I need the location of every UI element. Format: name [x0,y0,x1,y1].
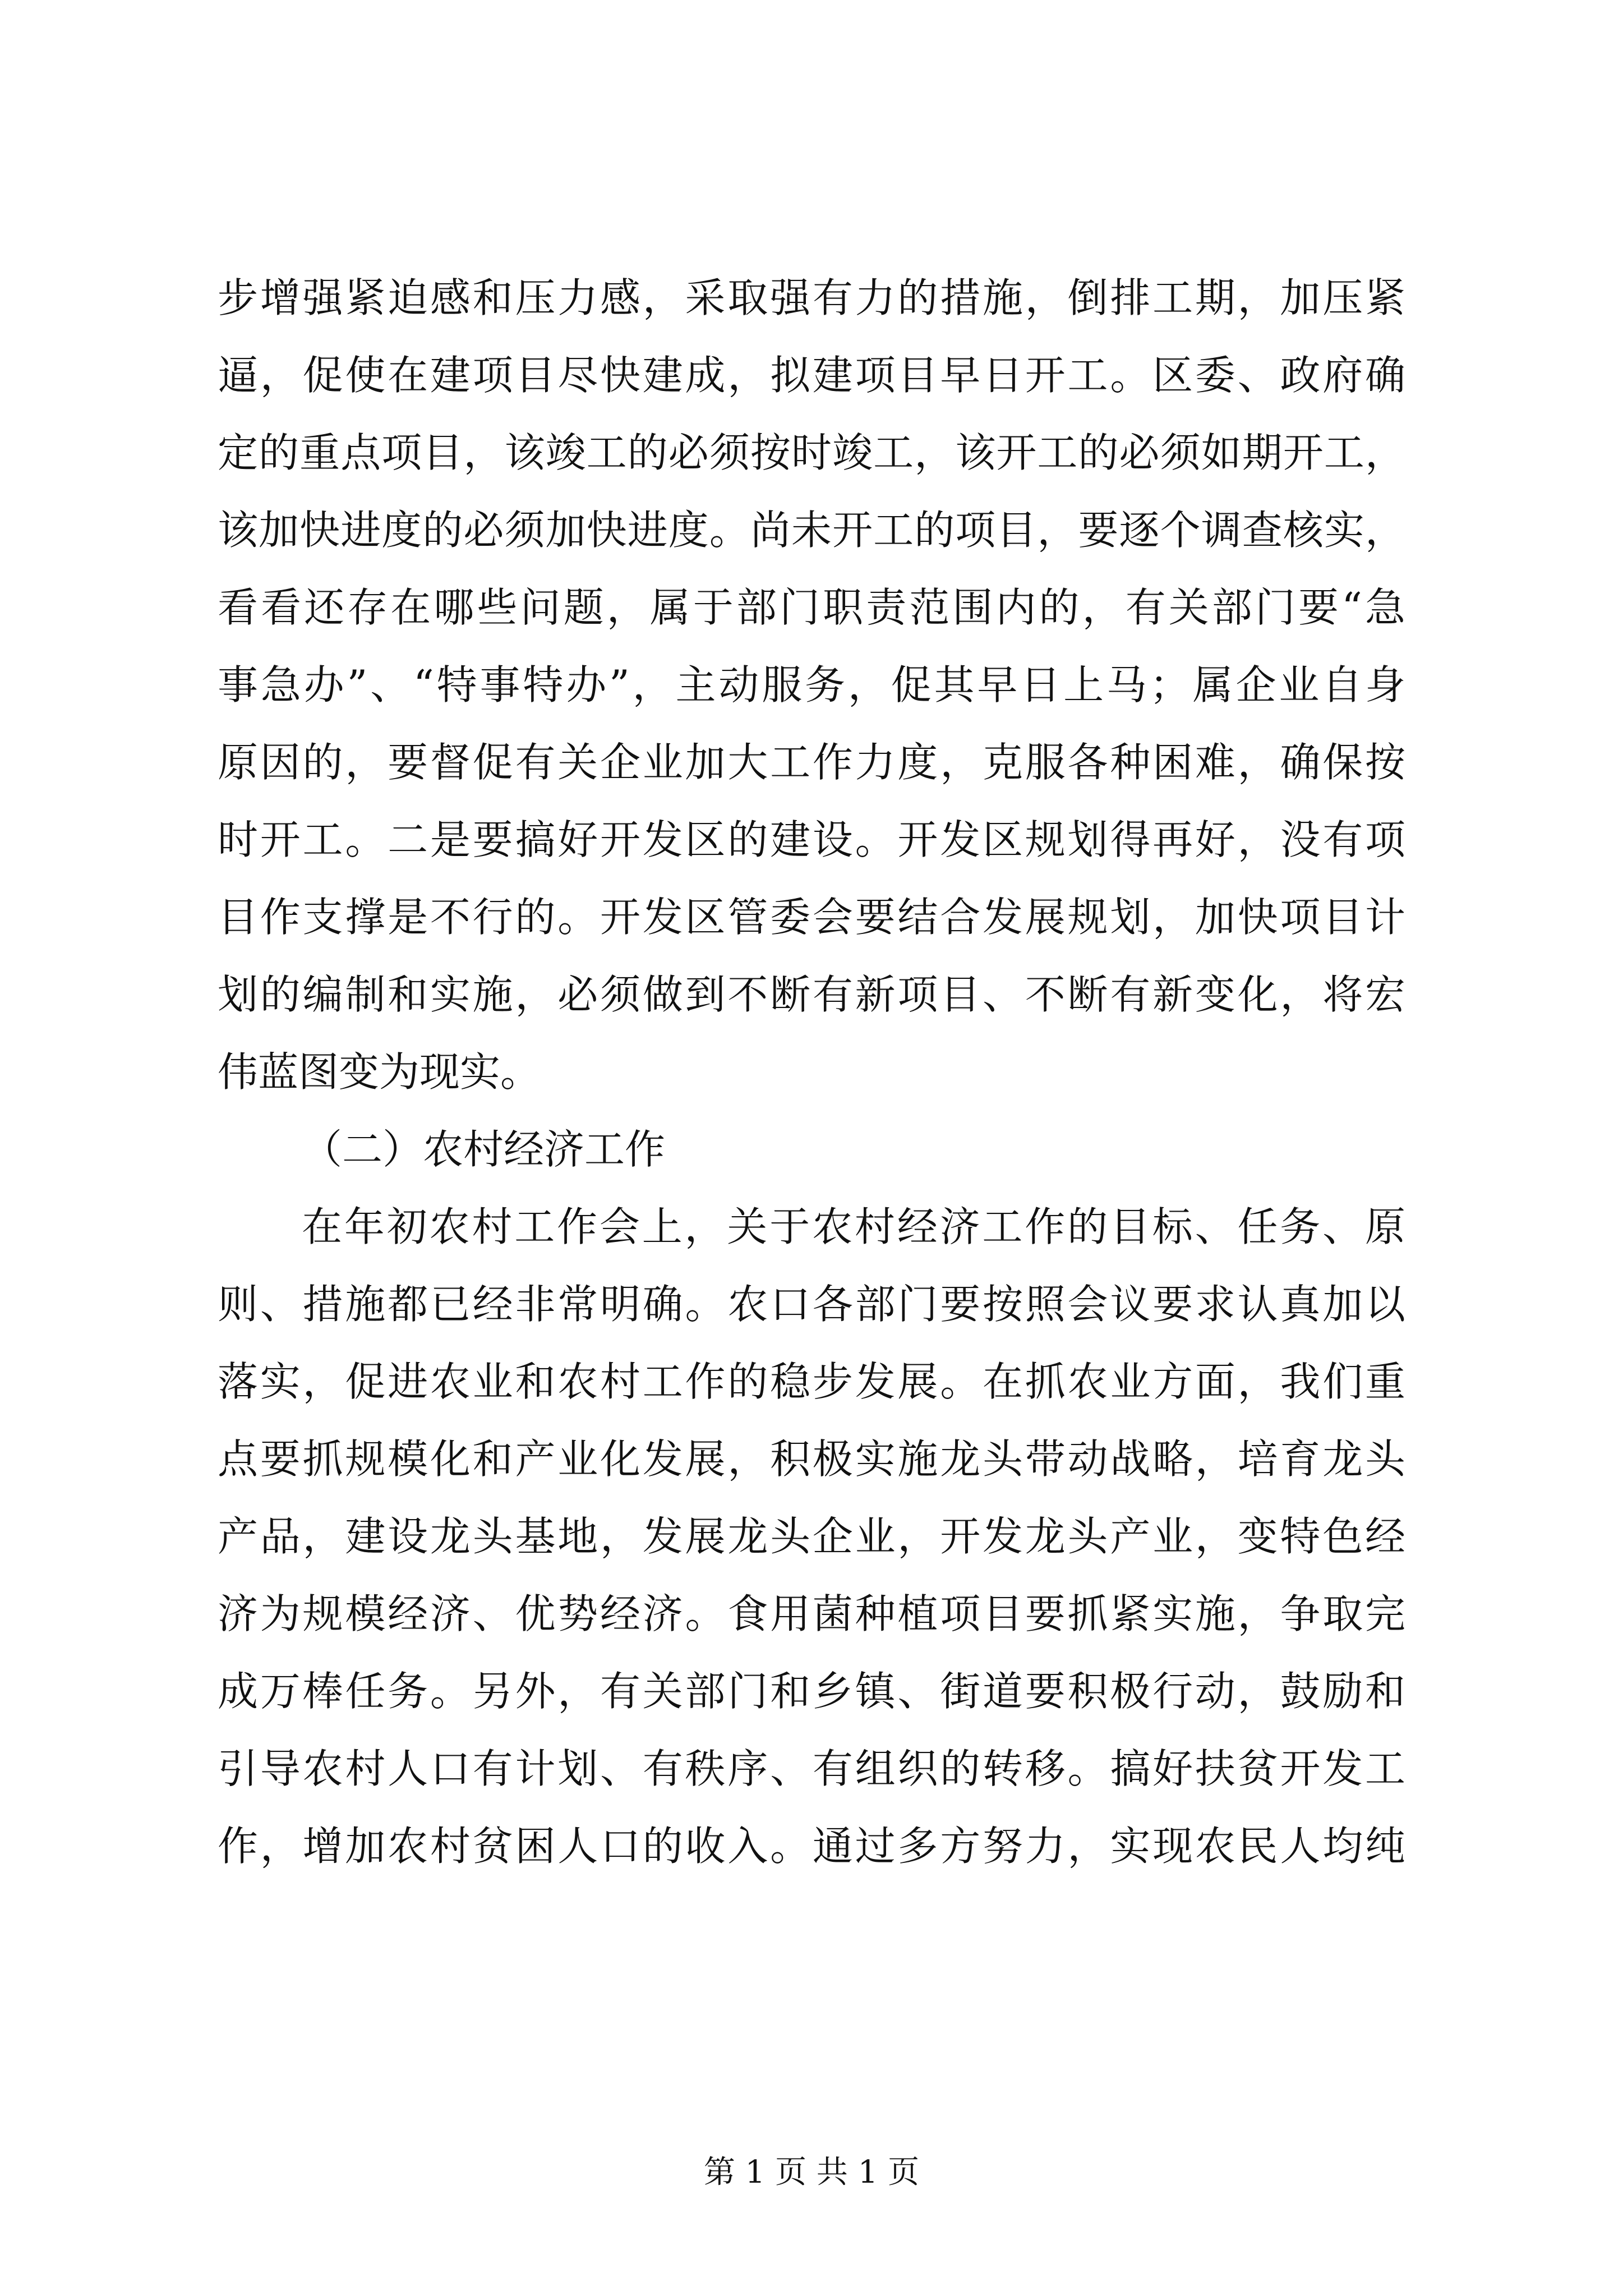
paragraph-line: 该加快进度的必须加快进度。尚未开工的项目，要逐个调查核实， [218,507,1405,554]
paragraph-1 [218,259,1405,1111]
section-heading: （二）农村经济工作 [302,1126,666,1173]
paragraph-line: 定的重点项目，该竣工的必须按时竣工，该开工的必须如期开工， [218,429,1405,476]
paragraph-line: 事急办”、“特事特办”，主动服务，促其早日上马；属企业自身 [218,661,1405,708]
paragraph-line: 产品，建设龙头基地，发展龙头企业，开发龙头产业，变特色经 [218,1513,1405,1560]
paragraph-line: 原因的，要督促有关企业加大工作力度，克服各种困难，确保按 [218,739,1405,786]
paragraph-line: 时开工。二是要搞好开发区的建设。开发区规划得再好，没有项 [218,816,1405,863]
paragraph-line: 点要抓规模化和产业化发展，积极实施龙头带动战略，培育龙头 [218,1435,1405,1483]
paragraph-line: 引导农村人口有计划、有秩序、有组织的转移。搞好扶贫开发工 [218,1745,1405,1792]
paragraph-line: 逼，促使在建项目尽快建成，拟建项目早日开工。区委、政府确 [218,352,1405,399]
paragraph-line: 成万棒任务。另外，有关部门和乡镇、街道要积极行动，鼓励和 [218,1668,1405,1715]
paragraph-line: 目作支撑是不行的。开发区管委会要结合发展规划，加快项目计 [218,894,1405,941]
page-footer: 第 1 页 共 1 页 [703,2154,920,2191]
paragraph-2 [218,1188,1405,1885]
paragraph-line: 落实，促进农业和农村工作的稳步发展。在抓农业方面，我们重 [218,1358,1405,1405]
paragraph-line: 在年初农村工作会上，关于农村经济工作的目标、任务、原 [302,1203,1405,1250]
paragraph-line: 作，增加农村贫困人口的收入。通过多方努力，实现农民人均纯 [218,1823,1405,1870]
paragraph-line: 则、措施都已经非常明确。农口各部门要按照会议要求认真加以 [218,1281,1405,1328]
paragraph-line: 伟蓝图变为现实。 [218,1048,541,1096]
paragraph-line: 步增强紧迫感和压力感，采取强有力的措施，倒排工期，加压紧 [218,274,1405,321]
paragraph-line: 划的编制和实施，必须做到不断有新项目、不断有新变化，将宏 [218,971,1405,1018]
document-body [218,259,1405,1885]
paragraph-line: 济为规模经济、优势经济。食用菌种植项目要抓紧实施，争取完 [218,1590,1405,1637]
paragraph-line: 看看还存在哪些问题，属于部门职责范围内的，有关部门要“急 [218,584,1405,631]
